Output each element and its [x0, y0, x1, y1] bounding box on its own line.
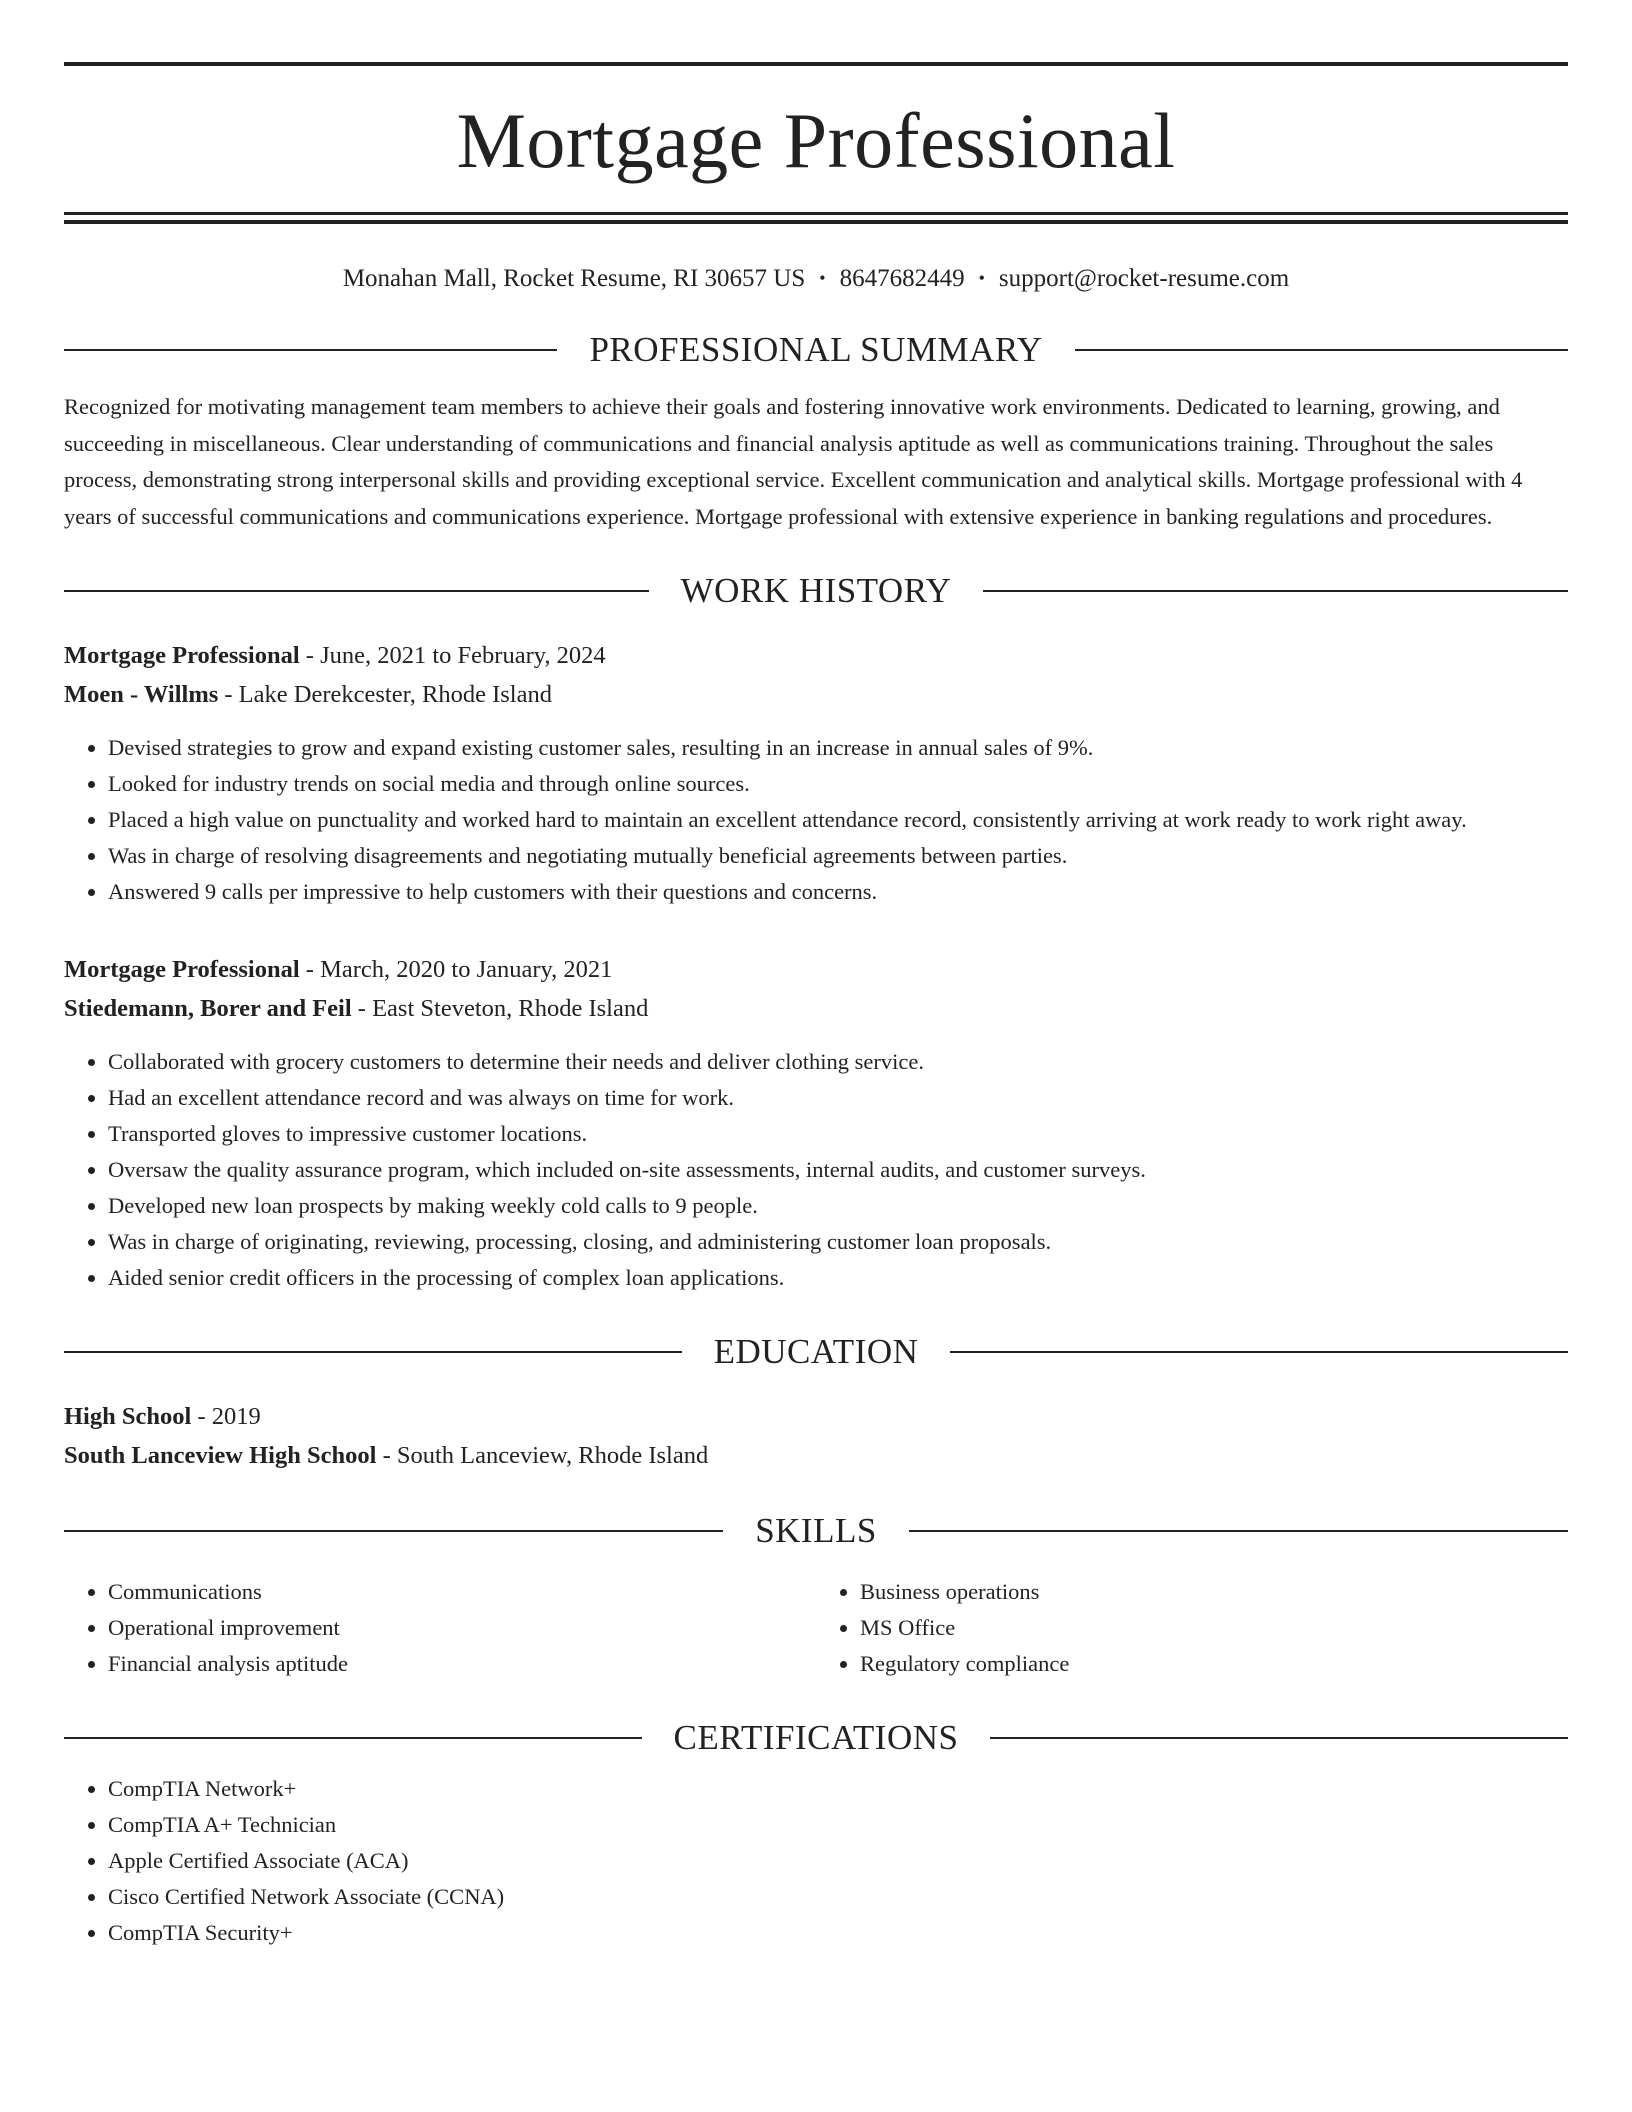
certifications-list [64, 1771, 1568, 1951]
school-line [64, 1436, 1568, 1475]
job-company-line [64, 989, 1568, 1028]
job-dates: - March, 2020 to January, 2021 [305, 956, 613, 983]
job-title-line [64, 950, 1568, 989]
certifications-heading [64, 1720, 1568, 1755]
section-title: EDUCATION [713, 1332, 919, 1371]
heading-rule-left [64, 1737, 642, 1739]
school-location: - South Lanceview, Rhode Island [382, 1442, 709, 1469]
degree: High School [64, 1403, 192, 1430]
summary-text: Recognized for motivating management team members to achieve their goals and fostering innovative work environments. Dedicated to learning, growing, and succeeding in miscellaneous. Clear understanding of communications and financial analysis aptitude as well as communications training. Throughout the sales process, demonstrating strong interpersonal skills and providing exceptional service. Excellent communication and analytical skills. Mortgage professional with 4 years of successful communications and communications experience. Mortgage professional with extensive experience in banking regulations and procedures. [64, 394, 1523, 529]
school-name: South Lanceview High School [64, 1442, 377, 1469]
work-history-heading [64, 573, 1568, 608]
job-dates: - June, 2021 to February, 2024 [305, 642, 606, 669]
skill-item: • Communications [108, 1574, 816, 1610]
heading-rule-left [64, 349, 557, 351]
list-item: • Transported gloves to impressive customer locations. [108, 1116, 1568, 1152]
job-title-line [64, 636, 1568, 675]
graduation-year: - 2019 [197, 1403, 261, 1430]
job-bullets [64, 730, 1568, 910]
job-location: - East Steveton, Rhode Island [357, 995, 649, 1022]
section-title: CERTIFICATIONS [673, 1718, 959, 1757]
job-bullets [64, 1044, 1568, 1296]
list-item: • Aided senior credit officers in the processing of complex loan applications. [108, 1260, 1568, 1296]
section-title: SKILLS [755, 1511, 877, 1550]
job-location: - Lake Derekcester, Rhode Island [224, 681, 552, 708]
skill-item: • Financial analysis aptitude [108, 1646, 816, 1682]
skill-item: • Operational improvement [108, 1610, 816, 1646]
heading-rule-right [983, 590, 1568, 592]
skills-column-left [64, 1574, 816, 1682]
heading-rule-right [1075, 349, 1568, 351]
heading-rule-left [64, 1351, 682, 1353]
candidate-name: Mortgage Professional [456, 97, 1176, 184]
education-heading [64, 1334, 1568, 1369]
contact-line [64, 264, 1568, 294]
double-rule [64, 212, 1568, 224]
heading-rule-right [909, 1530, 1568, 1532]
contact-separator: • [978, 268, 985, 288]
skills-heading [64, 1513, 1568, 1548]
heading-rule-right [990, 1737, 1568, 1739]
list-item: • Was in charge of resolving disagreements and negotiating mutually beneficial agreements between parties. [108, 838, 1568, 874]
certification-item: • CompTIA Network+ [108, 1771, 1568, 1807]
heading-rule-left [64, 1530, 723, 1532]
contact-address: Monahan Mall, Rocket Resume, RI 30657 US [342, 265, 806, 292]
skills-list [64, 1574, 1568, 1682]
heading-rule-right [950, 1351, 1568, 1353]
certification-item: • CompTIA Security+ [108, 1915, 1568, 1951]
certification-item: • Cisco Certified Network Associate (CCNA) [108, 1879, 1568, 1915]
list-item: • Placed a high value on punctuality and worked hard to maintain an excellent attendance record, consistently arriving at work ready to work right away. [108, 802, 1568, 838]
list-item: • Collaborated with grocery customers to determine their needs and deliver clothing service. [108, 1044, 1568, 1080]
list-item: • Was in charge of originating, reviewing, processing, closing, and administering customer loan proposals. [108, 1224, 1568, 1260]
list-item: • Oversaw the quality assurance program, which included on-site assessments, internal audits, and customer surveys. [108, 1152, 1568, 1188]
list-item: • Had an excellent attendance record and was always on time for work. [108, 1080, 1568, 1116]
job-entry [64, 950, 1568, 1028]
job-company: Moen - Willms [64, 681, 219, 708]
job-entry [64, 636, 1568, 714]
heading-rule-left [64, 590, 649, 592]
skills-column-right [816, 1574, 1568, 1682]
degree-line [64, 1397, 1568, 1436]
list-item: • Developed new loan prospects by making weekly cold calls to 9 people. [108, 1188, 1568, 1224]
section-title: WORK HISTORY [680, 571, 952, 610]
list-item: • Answered 9 calls per impressive to help customers with their questions and concerns. [108, 874, 1568, 910]
contact-phone: 8647682449 [839, 265, 965, 292]
certification-item: • CompTIA A+ Technician [108, 1807, 1568, 1843]
certification-item: • Apple Certified Associate (ACA) [108, 1843, 1568, 1879]
contact-email: support@rocket-resume.com [998, 265, 1290, 292]
skill-item: • Business operations [860, 1574, 1568, 1610]
job-title: Mortgage Professional [64, 642, 300, 669]
top-rule [64, 62, 1568, 66]
contact-separator: • [819, 268, 826, 288]
skill-item: • MS Office [860, 1610, 1568, 1646]
education-entry [64, 1397, 1568, 1475]
job-company: Stiedemann, Borer and Feil [64, 995, 352, 1022]
list-item: • Devised strategies to grow and expand existing customer sales, resulting in an increase in annual sales of 9%. [108, 730, 1568, 766]
summary-heading [64, 332, 1568, 367]
section-title: PROFESSIONAL SUMMARY [589, 330, 1043, 369]
job-company-line [64, 675, 1568, 714]
skill-item: • Regulatory compliance [860, 1646, 1568, 1682]
list-item: • Looked for industry trends on social media and through online sources. [108, 766, 1568, 802]
job-title: Mortgage Professional [64, 956, 300, 983]
